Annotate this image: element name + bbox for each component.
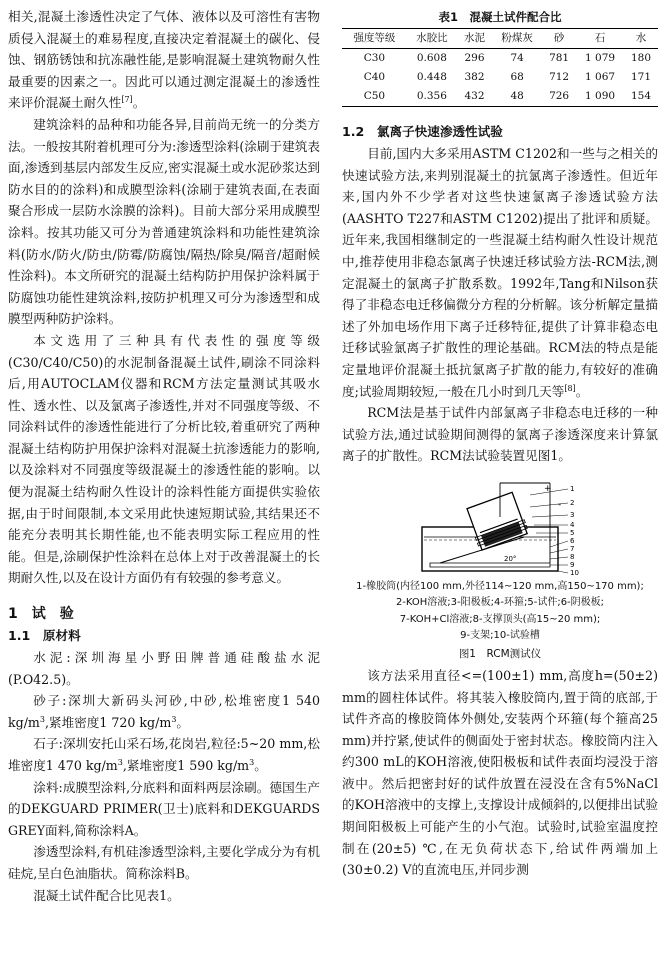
sand-text-a: 砂子:深圳大新码头河砂,中砂,松堆密度1 540 kg/m	[8, 693, 320, 730]
coating-b-paragraph: 渗透型涂料,有机硅渗透型涂料,主要化学成分为有机硅烷,呈白色油脂状。简称涂料B。	[8, 844, 320, 881]
mix-proportion-table	[342, 28, 658, 107]
figure-caption-line-2: 2-KOH溶液;3-阳极板;4-环箍;5-试件;6-阴极板;	[395, 597, 605, 609]
table-row	[342, 68, 658, 87]
section-1-2-heading: 1.2 氯离子快速渗透性试验	[342, 124, 503, 139]
intro-end: 。	[132, 95, 146, 111]
part-number-label: 9	[570, 560, 575, 569]
table-cell: 74	[510, 52, 524, 64]
rcm-apparatus-diagram	[400, 477, 600, 577]
leader-lines	[530, 489, 568, 573]
table-row	[342, 49, 658, 69]
rcm-procedure-paragraph: 该方法采用直径<=(100±1) mm,高度h=(50±2) mm的圆柱体试件。将其装入橡胶筒内,置于筒的底部,于试件齐高的橡胶筒体外侧处,安装两个环箍(每个箍高25 mm)并拧紧,使试件的侧面处于密封状态。橡胶筒内注入约300 mL的KOH溶液,使阳极板和试件表面均浸没于溶液中。然后把密封好的试件放置在浸没在含有5%NaCl的KOH溶液中的支撑上,支撑设计成倾斜的,以便排出试验期间阳极板上可能产生的小气泡。试验时,试验室温度控制在(20±5) ℃,在无负荷状态下,给试件两端加上(30±0.2) V的直流电压,并同步测	[342, 667, 658, 878]
figure-caption-line-4: 9-支架;10-试验槽	[460, 630, 540, 642]
minus-terminal-label: -	[558, 499, 562, 510]
rcm-apparatus-figure	[342, 477, 658, 577]
table-header-cell: 粉煤灰	[501, 32, 533, 44]
stone-paragraph	[8, 733, 320, 776]
mix-reference-paragraph: 混凝土试件配合比见表1。	[33, 887, 180, 903]
rcm-background-end: 。	[575, 383, 589, 399]
table-cell: 0.356	[416, 90, 447, 102]
table-header-row	[342, 29, 658, 49]
part-number-label: 7	[570, 544, 575, 553]
sand-paragraph	[8, 690, 320, 733]
table-cell: C40	[363, 71, 386, 83]
table-header-cell: 水胶比	[416, 32, 448, 44]
figure-1-title: 图1 RCM测试仪	[458, 647, 542, 660]
stone-text-c: 。	[254, 758, 267, 773]
rubber-sleeve	[465, 492, 529, 551]
table-header-cell: 水	[635, 32, 647, 44]
cube-superscript: 3	[117, 757, 123, 767]
right-column	[342, 6, 658, 881]
table-cell: 382	[464, 71, 485, 83]
table-cell: 1 090	[585, 90, 616, 102]
part-number-label: 2	[570, 498, 575, 507]
figure-caption-line-3: 7-KOH+Cl溶液;8-支撑顶头(高15~20 mm);	[399, 613, 601, 625]
table-cell: 48	[510, 90, 524, 102]
temperature-label: 20°	[504, 554, 517, 563]
table-cell: 154	[631, 90, 652, 102]
table-cell: 726	[549, 90, 570, 102]
citation-7: [7]	[121, 95, 133, 105]
cube-superscript: 3	[171, 714, 177, 724]
part-number-label: 8	[570, 552, 575, 561]
rcm-background-text: 目前,国内大多采用ASTM C1202和一些与之相关的快速试验方法,来判别混凝土的抗氯离子渗透性。但近年来,国内外不少学者对这些快速氯离子渗透试验方法(AASHTO T227和ASTM C1202)提出了批评和质疑。近年来,我国相继制定的一些混凝土结构耐久性设计规范中,推荐使用非稳态氯离子快速迁移试验方法-RCM法,测定混凝土的氯离子扩散系数。1992年,Tang和Nilson获得了非稳态电迁移偏微分方程的分析解。该分析解定量描述了外加电场作用下离子迁移特征,提供了计算非稳态电迁移试验氯离子扩散性的理论基础。RCM法的特点是能定量地评价混凝土抵抗氯离子扩散的能力,有较好的准确度;试验周期较短,一般在几小时到几天等	[342, 146, 658, 399]
part-number-label: 6	[570, 536, 575, 545]
table-header-cell: 水泥	[463, 32, 485, 44]
stone-text-b: ,紧堆密度1 590 kg/m	[122, 758, 250, 773]
table-header-cell: 砂	[553, 32, 565, 44]
table-cell: 0.448	[416, 71, 447, 83]
table-header-cell: 强度等级	[353, 32, 396, 44]
sand-text-b: ,紧堆密度1 720 kg/m	[44, 714, 172, 730]
table-row	[342, 87, 658, 107]
part-numbers	[570, 485, 579, 577]
left-column	[8, 6, 320, 906]
table-cell: 171	[631, 71, 652, 83]
part-number-label: 5	[570, 528, 575, 537]
part-number-label: 4	[570, 520, 575, 529]
table-cell: C50	[363, 90, 386, 102]
coating-classification-paragraph: 建筑涂料的品种和功能各异,目前尚无统一的分类方法。一般按其附着机理可分为:渗透型涂料(涂刷于建筑表面,渗透到基层内部发生反应,密实混凝土或水泥砂浆达到防水目的的涂料)和成膜型涂料(涂刷于建筑表面,在表面聚合形成一层防水涂膜的涂料)。目前大部分采用成膜型涂料。按其功能又可分为普通建筑涂料和功能性建筑涂料(防水/防火/防虫/防霉/防腐蚀/隔热/除臭/隔音/超耐候性涂料)。本文所研究的混凝土结构防护用保护涂料属于防腐蚀功能性建筑涂料,按防护机理又可分为渗透型和成膜型两种防护涂料。	[8, 116, 320, 327]
section-1-1-heading: 1.1 原材料	[8, 628, 81, 644]
coating-a-paragraph: 涂料:成膜型涂料,分底料和面料两层涂刷。德国生产的DEKGUARD PRIMER(卫士)底料和DEKGUARDS GREY面料,简称涂料A。	[8, 779, 320, 838]
plus-terminal-label: +	[544, 483, 552, 494]
table-cell: 712	[549, 71, 570, 83]
part-number-label: 10	[570, 568, 579, 577]
rcm-background-paragraph	[342, 143, 658, 402]
table-cell: 296	[464, 52, 485, 64]
cathode-plate	[430, 563, 550, 567]
cube-superscript: 3	[39, 714, 45, 724]
study-scope-paragraph: 本文选用了三种具有代表性的强度等级(C30/C40/C50)的水泥制备混凝土试件,刷涂不同涂料后,用AUTOCLAM仪器和RCM方法定量测试其吸水性、透水性、以及氯离子渗透性,并对不同强度等级、不同涂料试件的渗透性能进行了分析比较,着重研究了两种混凝土结构防护用保护涂料对混凝土抗渗透能力的影响,以及涂料对不同强度等级混凝土的渗透性能的影响。以便为混凝土结构耐久性设计的涂料性能方面提供实验依据,由于时间限制,本文采用此快速短期试验,其结果还不能充分表明其长期性能,也不能表明实际工程应用的性能。但是,涂刷保护性涂料在总体上对于改善混凝土的长期耐久性,以及在设计方面仍有有较强的参考意义。	[8, 332, 320, 586]
cube-superscript: 3	[249, 757, 255, 767]
table-cell: 432	[464, 90, 485, 102]
part-number-label: 3	[570, 510, 575, 519]
cement-paragraph: 水泥:深圳海星小野田牌普通硅酸盐水泥(P.O42.5)。	[8, 650, 320, 687]
table-cell: 68	[510, 71, 524, 83]
citation-8: [8]	[564, 383, 576, 393]
table-cell: C30	[363, 52, 386, 64]
figure-caption-line-1: 1-橡胶筒(内径100 mm,外径114~120 mm,高150~170 mm);	[356, 580, 644, 592]
table-header-cell: 石	[594, 32, 606, 44]
table-cell: 1 079	[585, 52, 616, 64]
table-cell: 0.608	[416, 52, 447, 64]
rcm-principle-paragraph: RCM法是基于试件内部氯离子非稳态电迁移的一种试验方法,通过试验期间测得的氯离子渗透深度来计算氯离子的扩散性。RCM法试验装置见图1。	[342, 405, 658, 464]
stone-text-a: 石子:深圳安托山采石场,花岗岩,粒径:5~20 mm,松堆密度1 470 kg/m	[8, 736, 320, 773]
table-1-title: 表1 混凝土试件配合比	[438, 10, 562, 24]
table-cell: 1 067	[585, 71, 616, 83]
sand-text-c: 。	[176, 714, 189, 730]
intro-text: 相关,混凝土渗透性决定了气体、液体以及可溶性有害物质侵入混凝土的难易程度,直接决定着混凝土的碳化、侵蚀、钢筋锈蚀和抗冻融性能,是影响混凝土建筑物耐久性最重要的因素之一。因此可以通过测定混凝土的渗透性来评价混凝土耐久性	[8, 9, 320, 111]
intro-paragraph-1	[8, 6, 320, 114]
part-number-label: 1	[570, 484, 575, 493]
table-cell: 781	[549, 52, 570, 64]
section-1-heading: 1 试 验	[8, 606, 74, 623]
table-cell: 180	[631, 52, 652, 64]
